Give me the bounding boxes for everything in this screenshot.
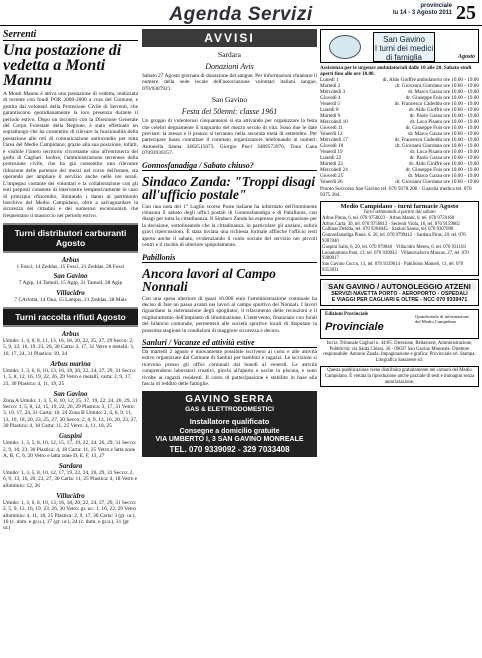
medici-box-line2: I turni dei medici (374, 44, 434, 53)
column-right (320, 29, 479, 655)
pabillonis-body: Con una spesa ulteriore di quasi 16.000 euro l'amministrazione comunale ha deciso di fare un passo avanti nei lavori al campo sportivo del Nonnali. I lavori riguardano la sistemazione degli spogliatoi, il rifacimento delle recinzioni e il miglioramento dell'impianto di illuminazione. L'intervento, finanziato con fondi del bilancio comunale, permetterà alle società sportive locali di disputare la prossima stagione in condizioni di maggiore sicurezza e decoro. (142, 295, 317, 334)
farmacie-row: Arbus Pinna, 6, tel. 070 9758023 · Arbus Manni, 6, tel. 070 9758160 (322, 215, 455, 221)
medici-row: Lunedì 22 dr. Paolo Garau ore 10.00 - 19.00 (320, 155, 479, 161)
autonoleggio-contact: E VIAGGI PER CAGLIARI E OLTRE - NCC 070 9339471 (331, 296, 468, 303)
editore-box (320, 309, 479, 339)
farmacie-row: Lunamatrona Pani, 13, tel. 070 939043 · Villanovaforru Muscas, 27, tel. 070 9300017 (322, 250, 469, 262)
editore-label: Edizioni Provinciale (325, 311, 369, 317)
carb-text-sangavino: 7 Agip, 14 Tamoil, 15 Agip, 21 Tamoil, 28 Agip (18, 280, 123, 287)
gonnos-kicker: Gonnosfanadiga / Sabato chiuso? (142, 161, 317, 171)
avvisi-subtitle: Donazioni Avis (205, 62, 254, 71)
medici-row: Giovedì 25 dr. Marco Garau ore 10.00 - 19.00 (320, 173, 479, 179)
medici-box (320, 29, 479, 63)
footer-notice: Questa pubblicazione viene distribuita gratuitamente nei comuni del Medio Campidano. È vietata la riproduzione anche parziale di testi e immagini senza autorizzazione. (320, 366, 479, 387)
medici-box-line3: di famiglia (385, 53, 422, 62)
rifiuti-text: Umido: 1, 4, 6, 8, 11, 13, 16, 18, 20, 22, 25, 27, 29 Secco: 2, 5, 9, 12, 16, 19, 23, 26, 30 Carta: 3, 17, 31 Vetro e metalli: 3, 10, 17, 24, 31 Plastica: 10, 24 (3, 338, 135, 357)
carb-text-arbus: 1 Fosci, 14 Zeddas, 15 Fosci, 21 Zeddas, 28 Fosci (16, 264, 125, 271)
ad-tag1: Installatore qualificato (189, 417, 270, 427)
medici-row: Lunedì 1 dr. Aldo Gioffrè ambulatorio ore 10.00 - 19.00 (320, 77, 479, 83)
medici-row: Giovedì 4 dr. Giuseppe Fois ore 10.00 - 19.00 (320, 95, 479, 101)
ad-type: GAS & ELETTRODOMESTICI (185, 406, 274, 414)
carb-town-arbus: Arbus (61, 256, 80, 265)
avvisi-town: Sardara (218, 50, 241, 59)
festa-subtitle: Festa dei 50enni: classe 1961 (181, 107, 278, 117)
gonnos-body: Con una nota del 1° Luglio scorso Poste italiane ha informato dell'imminente chiusura il sabato degli uffici postali di Gonnosfanadiga e di Pabillonis, con disagi per tutta la cittadinanza. Il Sindaco Zanda ha espresso preoccupazione per la decisione, sottolineando che la cittadinanza, in particolare gli anziani, subirà gravi ripercussioni. È stata inviata una richiesta formale affinché l'ufficio resti aperto anche il sabato, evidenziando il ruolo sociale del servizio nei piccoli centri e il rischio di ulteriore spopolamento. (142, 203, 317, 249)
carb-text-villacidro: 7 CArlotta, 14 Ona, 15 Lampis, 21 Zeddas, 28 Mais (14, 296, 127, 303)
medici-box-title (373, 32, 435, 62)
brand-info (393, 3, 452, 17)
farmacie-row: Gonnosfanadiga Pinna, 6, 20, tel. 070 9799412 · Sardara Piras, 20, tel. 070 9387040 (322, 233, 466, 244)
medici-row: Martedì 2 dr. Giovanni Giordano ore 10.00 - 19.00 (320, 83, 479, 89)
festa-town: San Gavino (211, 95, 248, 105)
brand-name: provinciale (420, 3, 452, 9)
issue-date: lu 14 - 3 Agosto 2011 (392, 10, 452, 16)
medici-row: Mercoledì 3 dr. Marco Garau ore 10.00 - 19.00 (320, 89, 479, 95)
avvisi-body: Sabato 27 Agosto giornata di donazione del sangue. Per informazioni chiamare il numero della sede locale dell'associazione volontari italiani sangue, 070/9387921. (142, 73, 317, 92)
autonoleggio-services: SERVIZI NAVETTA PORTO - AEROPORTO - OSPEDALI (331, 290, 468, 297)
medici-box-line1: San Gavino (383, 35, 425, 44)
medici-month: Agosto (457, 54, 475, 60)
ad-phone: TEL. 070 9339092 - 329 7033408 (169, 445, 290, 455)
sanluri-kicker: Sanluri / Vacanze ed attività estive (142, 338, 317, 348)
pabillonis-kicker: Pabillonis (142, 253, 317, 263)
rifiuti-text: Umido: 1, 3, 6, 8, 10, 13, 16, 18, 20, 22, 24, 27, 29, 31 Secco: 2, 5, 9, 12, 16, 19, 23, 26, 30 Vetro: gr. ur.: 1, 16, 22, 29 Vetro alluminio: 4, 11, 18, 25 Plastica: 2, 9, 17, 30 Carta: 3 (gr. ur.), 10 (c. dom. e gr.u.), 17 (gr. ur.), 24 (c. dom. e gr.u.), 31 (gr. ur.) (3, 500, 137, 532)
medici-list (320, 65, 479, 198)
rifiuti-town: Arbus marina (50, 359, 91, 368)
autonoleggio-name: SAN GAVINO / AUTONOLEGGIO ATZENI (323, 282, 476, 291)
editore-logo: Provinciale (325, 320, 384, 333)
rifiuti-text: Umido: 1, 3, 5, 8, 10, 12, 15, 17, 19, 22, 24, 26, 29, 31 Secco: 2, 9, 16, 23, 30 Plastica: 4, 18 Carta: 11, 25 Vetro e latta zone A, B, C, 6, 20 Vetro e latta zone D, E, F, 13, 27 (3, 440, 137, 459)
medici-row: Martedì 9 dr. Paolo Garau ore 10.00 - 19.00 (320, 113, 479, 119)
medici-row: Martedì 23 dr. Aldo Gioffrè ore 10.00 - 19.00 (320, 161, 479, 167)
rifiuti-text: Umido: 1, 3, 5, 8, 10, 12, 17, 19, 22, 24, 26, 29, 31 Secco: 2, 6, 9, 13, 16, 20, 23, 27, 30 Carta: 11, 25 Plastica: 4, 18 Vetro e alluminio: 12, 26 (3, 470, 138, 489)
serrenti-headline: Una postazione di vedetta a Monti Mannu (3, 42, 122, 89)
page-number: 25 (456, 2, 476, 24)
ad-address: VIA UMBERTO I, 3 SAN GAVINO MONREALE (155, 436, 304, 444)
carb-town-villacidro: Villacidro (56, 288, 85, 297)
farmacie-subtitle: Turni settimanali a partire dal sabato (363, 210, 436, 215)
serrenti-kicker: Serrenti (3, 29, 138, 41)
medici-row: Giovedì 11 dr. Giuseppe Fois ore 10.00 - 19.00 (320, 125, 479, 131)
farmacie-row: Arbus Carta, 30, tel. 070 9756813 · Serrenti Viola, 16, tel. 070 9159062 (322, 221, 460, 227)
carburanti-header: Turni distributori carburanti Agosto (3, 223, 138, 253)
gavino-serra-ad (142, 391, 317, 457)
farmacie-title: Medio Campidano - turni farmacie Agosto (340, 203, 459, 210)
avvisi-header: AVVISI (142, 29, 317, 47)
festa-body: Un gruppo di volenterosi cinquantenni si sta attivando per organizzare la festa che celebri degnamente il traguardo del mezzo secolo di vita. Sono due le date previste: la messa e il pranzo si terranno nella seconda metà di settembre. Per partecipare basta contattare il comitato organizzatore telefonando ai numeri: Antonella Sanna 3402515673, Giorgio Pisci 3489573976, Tona Cana 07093930157. (142, 118, 317, 157)
rifiuti-town: San Gavino (53, 389, 88, 398)
pabillonis-headline: Ancora lavori al Campo Nonnali (142, 265, 276, 294)
rifiuti-text: Zona A Umido: 1, 3, 5, 8, 10, 12, 15, 17, 19, 22, 24, 26, 29, 31 Secco: 1, 5, 8, 12, 15, 19, 22, 26, 29 Plastica: 3, 17, 31 Vetro: 3, 10, 17, 24, 31 Carta: 10, 24 Zona B Umido: 2, 4, 6, 9, 11, 13, 16, 18, 20, 23, 25, 27, 30 Secco: 2, 6, 9, 13, 16, 20, 23, 27, 30 Plastica: 4, 18 Carta: 11, 25 Vetro: 4, 11, 18, 25 (3, 397, 138, 429)
autonoleggio-ad (320, 279, 479, 306)
medici-row: Lunedì 8 dr. Aldo Gioffrè ore 10.00 - 19.00 (320, 107, 479, 113)
rifiuti-list (3, 330, 138, 532)
column-left (3, 29, 138, 655)
carb-town-sangavino: San Gavino (53, 272, 88, 281)
farmacie-box (320, 201, 479, 276)
editore-tagline: Quindicinale di informazione del Medio Campidano (415, 313, 470, 325)
farmacie-row: San Gavino Cuccu, 13, tel. 070 9339014 · Pabillonis Mameli, 13, tel. 070 9353031 (322, 262, 464, 273)
medici-row: Venerdì 19 dr. Luca Pisanu ore 10.00 - 19.00 (320, 149, 479, 155)
rifiuti-header: Turni raccolta rifiuti Agosto (3, 307, 138, 327)
serrenti-body: A Monti Mannu è attiva una postazione di vedetta, realizzata di recente con fondi POR 2000-2006 a cura del Comune, e gestita dai volontari della Protezione Civile di Serrenti, che garantiscono quotidianamente la loro presenza durante il periodo estivo. Dopo un incontro con la Direzione Generale del Corpo Forestale della Regione, è stato effettuato un sopralluogo che ha consentito di rilevare la funzionalità della postazione alle reti di comunicazione antincendio per tutta l'area del Medio Campidano; grazie alla sua posizione, infatti, è visibile l'intero territorio circostante sino all'entroterra del golfo di Cagliari. Inoltre, l'amministrazione terrenese della protezione civile, che ha già consentito una rilevante riduzione delle partenze dei mezzi nel corso dell'estate, sta operando per ampliare il servizio anche nelle ore serali. L'impegno costante dei volontari e la collaborazione con gli enti preposti consente di intervenire tempestivamente in caso di principio d'incendio, limitando i danni al patrimonio boschivo del Medio Campidano, oltre a salvaguardare la sicurezza dei cittadini e dei numerosi escursionisti che frequentano il massiccio nel periodo estivo. (3, 91, 138, 219)
section-title: Agenda Servizi (169, 4, 313, 25)
masthead (0, 0, 482, 26)
column-center (142, 29, 317, 655)
rifiuti-town: Sardara (58, 462, 83, 471)
ad-tag2: Consegne a domicilio gratuite (179, 428, 280, 436)
medici-row: Mercoledì 24 dr. Giuseppe Fois ore 10.00 - 19.00 (320, 167, 479, 173)
rifiuti-town: Villacidro (56, 492, 85, 501)
medici-row: Mercoledì 10 dr. Luca Pisanu ore 10.00 - 19.00 (320, 119, 479, 125)
rifiuti-text: Umido: 1, 3, 6, 8, 10, 13, 16, 18, 20, 22, 24, 27, 29, 31 Secco: 1, 5, 8, 12, 16, 19, 22, 26, 29 Vetro e metalli, carta: 2, 9, 17, 23, 30 Plastica: 4, 11, 19, 25 (3, 367, 137, 387)
medici-row: Venerdì 12 dr. Marco Garau ore 10.00 - 19.00 (320, 131, 479, 137)
colophon: Iscriz. Tribunale Cagliari n. 44/05. Direzione, Redazione, Amministrazione, Pubblicità: via Santa Chiara, 26 - 09037 San Gavino Monreale. Direttore responsabile: Antonio Zanda. Impaginazione e grafica: Provinciale srl. Stampa: Litografica Sassarese srl. (323, 340, 476, 364)
sanluri-body: Da martedì 2 agosto è nuovamente possibile iscriversi ai corsi e alle attività estive organizzate dal Comune di Sanluri per bambini e ragazzi. Le iscrizioni si ricevono presso gli uffici comunali dal lunedì al venerdì. Le attività comprendono laboratori creativi, giochi all'aperto e uscite in piscina, e sono rivolte ai ragazzi residenti. Il costo di partecipazione è stabilito in base alla fascia di reddito delle famiglie. (142, 348, 317, 387)
medici-row: Venerdì 26 dr. Giovanni Giordano ore 10.00 - 19.00 (320, 179, 479, 185)
medici-note: Pronto Soccorso San Gavino tel. 070 9378 200 - Guardia medica tel. 070 9375 384. (320, 186, 472, 198)
farmacie-row: Collinas Deidda, tel. 070 9304045 · Sanluri Sanna, tel. 070 9307098 (322, 227, 454, 233)
gonnos-headline: Sindaco Zanda: "Troppi disagi all'ufficio postale" (142, 173, 316, 202)
medici-intro: Assistenza per le urgenze ambulatoriali dalle 10 alle 20. Sabato studi aperti fino alle ore 10.00. (320, 65, 472, 77)
medici-row: Mercoledì 17 dr. Francesco Cadeddu ore 10.00 - 19.00 (320, 137, 479, 143)
farmacie-row: Guspini Salis, 6, 20, tel. 070 970046 · Villacidro Mereu, 6, tel. 070 931103 (322, 244, 466, 250)
medici-row: Giovedì 18 dr. Giovanni Giordano ore 10.00 - 19.00 (320, 143, 479, 149)
rifiuti-town: Arbus (61, 330, 80, 339)
ad-name: GAVINO SERRA (185, 394, 274, 406)
medici-row: Venerdì 5 dr. Francesco Cadeddu ore 10.00 - 19.00 (320, 101, 479, 107)
stethoscope-icon (329, 35, 361, 59)
rifiuti-town: Guspini (59, 432, 82, 441)
